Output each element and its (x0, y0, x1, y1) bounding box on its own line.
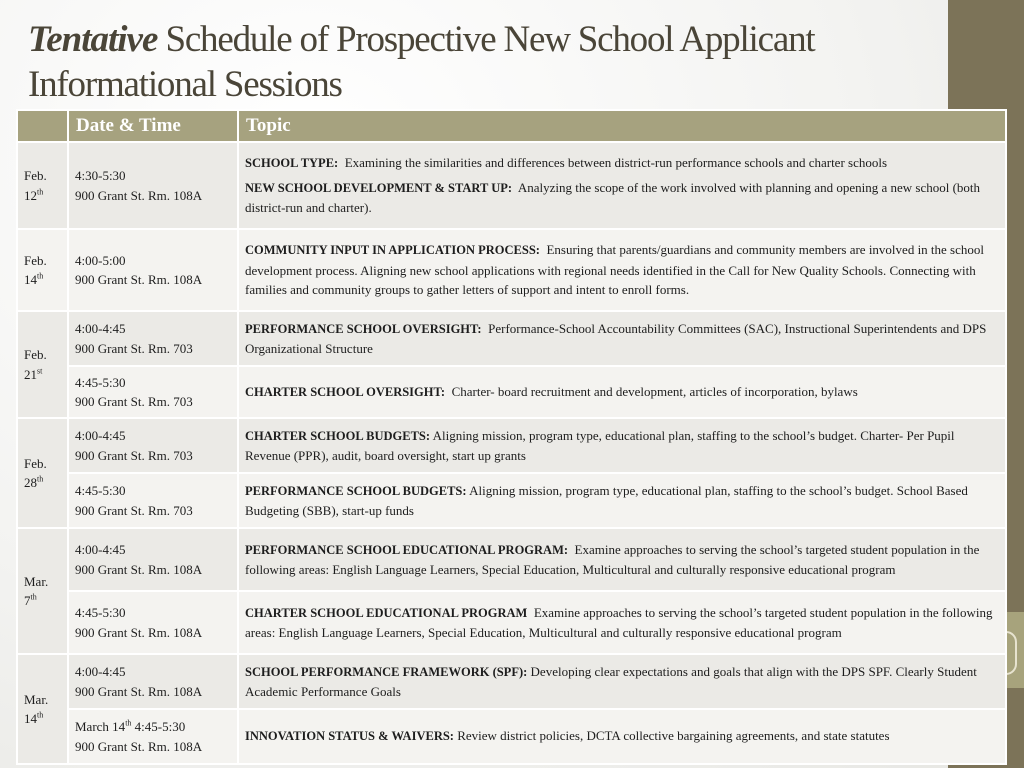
header-topic: Topic (238, 110, 1006, 142)
topic-label: CHARTER SCHOOL EDUCATIONAL PROGRAM (245, 605, 528, 620)
time-cell: 4:00-4:45 900 Grant St. Rm. 703 (68, 418, 238, 473)
date-cell: Feb. 12th (17, 142, 68, 229)
table-row (17, 418, 1006, 473)
topic-text: Charter- board recruitment and development, articles of incorporation, bylaws (451, 383, 858, 399)
date-cell: Feb. 21st (17, 311, 68, 418)
time-cell: 4:00-4:45 900 Grant St. Rm. 703 (68, 311, 238, 366)
topic-text: Developing clear expectations and goals that align with the DPS SPF. Clearly Student Academic Performance Goals (245, 663, 977, 699)
topic-text: Ensuring that parents/guardians and community members are involved in the school development process. Aligning new school applications with regional needs identified in the Call for New Quality Schools. Connecting with families and community groups to gather letters of support and intent to enroll forms. (245, 242, 985, 298)
title-italic: Tentative (28, 19, 158, 60)
time-cell: 4:30-5:30 900 Grant St. Rm. 108A (68, 142, 238, 229)
topic-cell (238, 654, 1006, 709)
time-cell: 4:00-4:45 900 Grant St. Rm. 108A (68, 528, 238, 591)
topic-text: Examine approaches to serving the school’s targeted student population in the following areas: English Language Learners, Special Education, Multicultural and culturally responsive educational program (245, 541, 980, 577)
header-date-time: Date & Time (68, 110, 238, 142)
table-row (17, 654, 1006, 709)
topic-text: Review district policies, DCTA collective bargaining agreements, and state statutes (457, 728, 890, 744)
topic-label: PERFORMANCE SCHOOL BUDGETS: (245, 483, 467, 498)
topic-text: Examining the similarities and differences between district-run performance schools and charter schools (344, 155, 888, 171)
table-row (17, 591, 1006, 654)
topic-text: Aligning mission, program type, educational plan, staffing to the school’s budget. School Based Budgeting (SBB), start-up funds (245, 482, 968, 518)
table-row (17, 366, 1006, 418)
topic-label: PERFORMANCE SCHOOL OVERSIGHT: (245, 321, 482, 336)
table-row (17, 142, 1006, 229)
table-row (17, 229, 1006, 311)
topic-label: CHARTER SCHOOL BUDGETS: (245, 428, 431, 443)
table-row (17, 709, 1006, 764)
topic-text: Examine approaches to serving the school’s targeted student population in the following areas: English Language Learners, Special Education, Multicultural and culturally responsive educational program (245, 604, 993, 640)
topic-label: SCHOOL TYPE: (245, 156, 339, 171)
topic-cell (238, 142, 1006, 229)
table-row (17, 528, 1006, 591)
table-row (17, 311, 1006, 366)
date-cell: Feb. 28th (17, 418, 68, 528)
topic-cell (238, 528, 1006, 591)
title-rest: Schedule of Prospective New School Applicant Informational Sessions (28, 19, 815, 105)
topic-label: NEW SCHOOL DEVELOPMENT & START UP: (245, 180, 513, 195)
topic-cell (238, 311, 1006, 366)
topic-text: Aligning mission, program type, educational plan, staffing to the school’s budget. Charter- Per Pupil Revenue (PPR), audit, board oversight, start up grants (245, 427, 955, 463)
time-cell: 4:00-4:45 900 Grant St. Rm. 108A (68, 654, 238, 709)
table-header-row (17, 110, 1006, 142)
slide-title (28, 17, 928, 107)
topic-label: SCHOOL PERFORMANCE FRAMEWORK (SPF): (245, 664, 528, 679)
table-row (17, 473, 1006, 528)
topic-label: PERFORMANCE SCHOOL EDUCATIONAL PROGRAM: (245, 542, 569, 557)
time-cell: 4:45-5:30 900 Grant St. Rm. 703 (68, 366, 238, 418)
time-cell: 4:00-5:00 900 Grant St. Rm. 108A (68, 229, 238, 311)
topic-text: Analyzing the scope of the work involved with planning and opening a new school (both district-run and charter). (245, 179, 981, 216)
time-cell: 4:45-5:30 900 Grant St. Rm. 108A (68, 591, 238, 654)
topic-label: INNOVATION STATUS & WAIVERS: (245, 729, 454, 744)
topic-label: CHARTER SCHOOL OVERSIGHT: (245, 384, 446, 399)
schedule-table (16, 109, 1007, 765)
topic-cell (238, 418, 1006, 473)
topic-cell (238, 366, 1006, 418)
topic-label: COMMUNITY INPUT IN APPLICATION PROCESS: (245, 243, 540, 258)
topic-cell (238, 709, 1006, 764)
header-blank (17, 110, 68, 142)
topic-cell (238, 229, 1006, 311)
time-cell: March 14th 4:45-5:30 900 Grant St. Rm. 108A (68, 709, 238, 764)
topic-text: Performance-School Accountability Committees (SAC), Instructional Superintendents and DPS Organizational Structure (245, 320, 987, 356)
time-cell: 4:45-5:30 900 Grant St. Rm. 703 (68, 473, 238, 528)
topic-cell (238, 591, 1006, 654)
topic-cell (238, 473, 1006, 528)
date-cell: Mar. 14th (17, 654, 68, 764)
date-cell: Feb. 14th (17, 229, 68, 311)
date-cell: Mar. 7th (17, 528, 68, 654)
